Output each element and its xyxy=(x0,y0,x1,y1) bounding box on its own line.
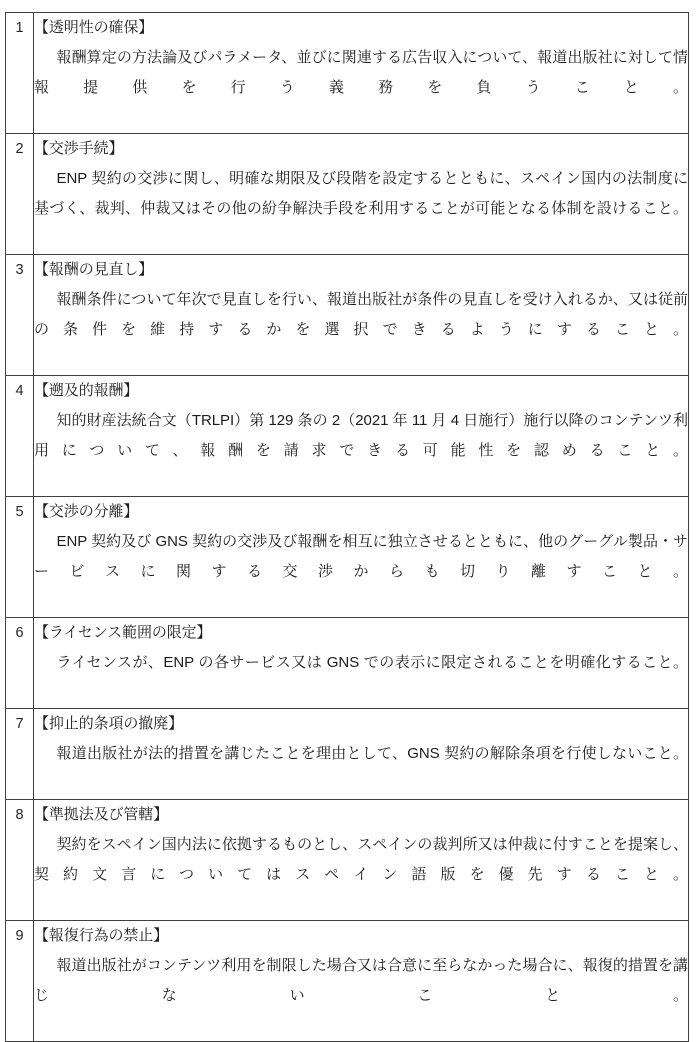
table-row xyxy=(6,800,689,921)
row-number: 7 xyxy=(6,709,34,800)
row-content xyxy=(34,497,689,618)
item-body: 報道出版社がコンテンツ利用を制限した場合又は合意に至らなかった場合に、報復的措置を講じないこと。 xyxy=(34,957,688,1004)
item-body: 契約をスペイン国内法に依拠するものとし、スペインの裁判所又は仲裁に付すことを提案し、契約文言についてはスペイン語版を優先すること。 xyxy=(34,836,688,883)
row-content xyxy=(34,709,689,800)
table-body xyxy=(6,13,689,1042)
item-body: 報道出版社が法的措置を講じたことを理由として、GNS 契約の解除条項を行使しないこと。 xyxy=(56,745,688,762)
table-row xyxy=(6,618,689,709)
row-number: 5 xyxy=(6,497,34,618)
row-number: 6 xyxy=(6,618,34,709)
row-content xyxy=(34,618,689,709)
row-content xyxy=(34,134,689,255)
row-number: 1 xyxy=(6,13,34,134)
row-content xyxy=(34,255,689,376)
table-row xyxy=(6,497,689,618)
table-row xyxy=(6,709,689,800)
row-content xyxy=(34,921,689,1042)
item-body: ライセンスが、ENP の各サービス又は GNS での表示に限定されることを明確化すること。 xyxy=(56,654,688,671)
item-body: ENP 契約の交渉に関し、明確な期限及び段階を設定するとともに、スペイン国内の法制度に基づく、裁判、仲裁又はその他の紛争解決手段を利用することが可能となる体制を設けること。 xyxy=(34,170,688,217)
row-content xyxy=(34,13,689,134)
item-heading: 【抑止的条項の撤廃】 xyxy=(34,715,184,732)
table-row xyxy=(6,134,689,255)
item-heading: 【ライセンス範囲の限定】 xyxy=(34,624,212,641)
table-row xyxy=(6,13,689,134)
row-number: 9 xyxy=(6,921,34,1042)
item-body: ENP 契約及び GNS 契約の交渉及び報酬を相互に独立させるとともに、他のグーグル製品・サービスに関する交渉からも切り離すこと。 xyxy=(34,533,688,580)
table-row xyxy=(6,921,689,1042)
row-number: 3 xyxy=(6,255,34,376)
row-content xyxy=(34,800,689,921)
row-number: 4 xyxy=(6,376,34,497)
row-number: 2 xyxy=(6,134,34,255)
table-row xyxy=(6,255,689,376)
item-heading: 【交渉手続】 xyxy=(34,140,124,157)
item-heading: 【報酬の見直し】 xyxy=(34,261,154,278)
table-row xyxy=(6,376,689,497)
item-heading: 【遡及的報酬】 xyxy=(34,382,139,399)
item-body: 報酬算定の方法論及びパラメータ、並びに関連する広告収入について、報道出版社に対して情報提供を行う義務を負うこと。 xyxy=(34,49,688,96)
item-heading: 【準拠法及び管轄】 xyxy=(34,806,169,823)
item-body: 知的財産法統合文（TRLPI）第 129 条の 2（2021 年 11 月 4 日施行）施行以降のコンテンツ利用について、報酬を請求できる可能性を認めること。 xyxy=(34,412,688,459)
item-body: 報酬条件について年次で見直しを行い、報道出版社が条件の見直しを受け入れるか、又は従前の条件を維持するかを選択できるようにすること。 xyxy=(34,291,688,338)
row-content xyxy=(34,376,689,497)
row-number: 8 xyxy=(6,800,34,921)
item-heading: 【報復行為の禁止】 xyxy=(34,927,169,944)
item-heading: 【透明性の確保】 xyxy=(34,19,154,36)
item-heading: 【交渉の分離】 xyxy=(34,503,139,520)
requirements-table xyxy=(5,12,689,1042)
